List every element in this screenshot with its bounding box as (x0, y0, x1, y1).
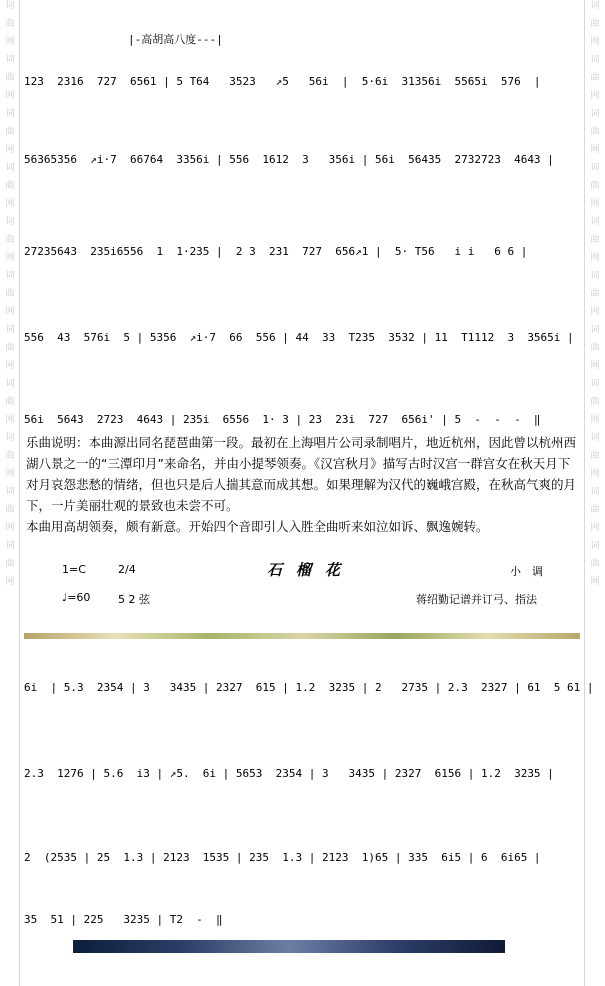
watermark-glyph: 词 (590, 541, 600, 551)
right-border-line (584, 0, 585, 986)
watermark-glyph: 网 (590, 523, 600, 533)
watermark-glyph: 词 (590, 433, 600, 443)
score-notes: 56i 5643 2723 4643 | 235i 6556 1· 3 | 23 23i 727 656i' | 5 - - - ‖ (24, 413, 541, 426)
score-line-5 (24, 398, 580, 426)
watermark-glyph: 词 (590, 163, 600, 173)
watermark-glyph: 网 (590, 361, 600, 371)
description-paragraph-2: 本曲用高胡领奏，颇有新意。开始四个音即引人入胜全曲听来如泣如诉、飘逸婉转。 (26, 519, 489, 534)
watermark-glyph: 曲 (590, 73, 600, 83)
watermark-glyph: 词 (5, 163, 15, 173)
watermark-glyph: 词 (5, 433, 15, 443)
score2-line-4 (24, 898, 580, 926)
watermark-glyph: 网 (5, 577, 15, 587)
description-paragraph-1: 乐曲说明：本曲源出同名琵琶曲第一段。最初在上海唱片公司录制唱片，地近杭州，因此曾以杭州西湖八景之一的“三潭印月”来命名，并由小提琴领奏。《汉宫秋月》描写古时汉宫一群宫女在秋天月下对月哀怨悲愁的情绪，但也只是后人揣其意而成其想。如果理解为汉代的巍峨宫殿，在秋高气爽的月下，一片美丽壮观的景致也未尝不可。 (26, 435, 577, 513)
watermark-glyph: 网 (5, 415, 15, 425)
watermark-glyph: 曲 (5, 19, 15, 29)
watermark-glyph: 曲 (5, 235, 15, 245)
tempo-mark: ♩=60 (62, 591, 91, 604)
watermark-glyph: 词 (590, 379, 600, 389)
left-border-line (19, 0, 20, 986)
watermark-glyph: 曲 (590, 19, 600, 29)
watermark-glyph: 网 (590, 415, 600, 425)
time-signature: 2/4 (118, 563, 136, 576)
watermark-glyph: 词 (5, 1, 15, 11)
score-notes: 6i | 5.3 2354 | 3 3435 | 2327 615 | 1.2 3235 | 2 2735 | 2.3 2327 | 61 5 61 | (24, 681, 594, 694)
watermark-glyph: 网 (5, 253, 15, 263)
score-line-2 (24, 138, 580, 166)
watermark-glyph: 曲 (5, 289, 15, 299)
watermark-glyph: 网 (590, 253, 600, 263)
watermark-glyph: 曲 (5, 127, 15, 137)
score-line-4 (24, 316, 580, 344)
watermark-glyph: 词 (590, 217, 600, 227)
watermark-glyph: 曲 (5, 451, 15, 461)
score-notes: 56365356 ↗i·7 66764 3356i | 556 1612 3 356i | 56i 56435 2732723 4643 | (24, 153, 554, 166)
score2-line-1 (24, 666, 594, 694)
watermark-glyph: 词 (590, 325, 600, 335)
watermark-glyph: 曲 (590, 451, 600, 461)
watermark-glyph: 曲 (590, 235, 600, 245)
watermark-glyph: 曲 (590, 343, 600, 353)
watermark-glyph: 曲 (5, 505, 15, 515)
watermark-glyph: 曲 (590, 505, 600, 515)
watermark-glyph: 曲 (5, 397, 15, 407)
score2-line-3 (24, 836, 580, 864)
watermark-glyph: 词 (590, 487, 600, 497)
watermark-glyph: 曲 (5, 343, 15, 353)
score-notes: 2 (2535 | 25 1.3 | 2123 1535 | 235 1.3 | 2123 1)65 | 335 6i5 | 6 6i65 | (24, 851, 541, 864)
watermark-glyph: 词 (590, 55, 600, 65)
score-notes: 556 43 576i 5 | 5356 ↗i·7 66 556 | 44 33 T235 3532 | 11 T1112 3 3565i | (24, 331, 574, 344)
song-header (24, 555, 580, 615)
score-line-1 (24, 22, 580, 88)
watermark-glyph: 网 (5, 199, 15, 209)
score-line-3 (24, 230, 580, 258)
watermark-column-left (3, 0, 17, 594)
string-tuning: 5 2 弦 (118, 593, 150, 606)
octave-annotation: |-高胡高八度---| (128, 33, 223, 46)
watermark-glyph: 词 (5, 55, 15, 65)
watermark-glyph: 曲 (5, 73, 15, 83)
song-genre: 小 调 (510, 565, 543, 578)
watermark-glyph: 网 (5, 307, 15, 317)
watermark-glyph: 网 (590, 91, 600, 101)
watermark-glyph: 网 (5, 37, 15, 47)
watermark-glyph: 曲 (590, 289, 600, 299)
watermark-glyph: 网 (590, 145, 600, 155)
arranger-credit: 蒋绍勤记谱并订弓、指法 (416, 593, 537, 606)
watermark-glyph: 曲 (5, 181, 15, 191)
watermark-glyph: 网 (5, 91, 15, 101)
watermark-glyph: 词 (590, 109, 600, 119)
watermark-glyph: 网 (5, 469, 15, 479)
watermark-glyph: 曲 (590, 127, 600, 137)
bottom-banner-image (73, 940, 505, 953)
watermark-glyph: 网 (590, 37, 600, 47)
watermark-glyph: 曲 (590, 559, 600, 569)
score-notes: 35 51 | 225 3235 | T2 - ‖ (24, 913, 223, 926)
music-description (26, 432, 582, 537)
watermark-glyph: 词 (5, 271, 15, 281)
watermark-column-right (588, 0, 602, 594)
watermark-glyph: 网 (590, 469, 600, 479)
watermark-glyph: 词 (5, 109, 15, 119)
score2-line-2 (24, 752, 580, 780)
watermark-glyph: 网 (5, 523, 15, 533)
watermark-glyph: 网 (5, 361, 15, 371)
watermark-glyph: 曲 (5, 559, 15, 569)
watermark-glyph: 网 (590, 307, 600, 317)
watermark-glyph: 曲 (590, 397, 600, 407)
watermark-glyph: 网 (5, 145, 15, 155)
key-signature: 1=C (62, 563, 86, 576)
watermark-glyph: 词 (5, 217, 15, 227)
watermark-glyph: 网 (590, 199, 600, 209)
song-title: 石榴花 (267, 561, 355, 579)
watermark-glyph: 词 (5, 379, 15, 389)
watermark-glyph: 词 (590, 271, 600, 281)
watermark-glyph: 词 (590, 1, 600, 11)
decorative-divider-band (24, 633, 580, 639)
watermark-glyph: 网 (590, 577, 600, 587)
score-notes: 2.3 1276 | 5.6 i3 | ↗5. 6i | 5653 2354 | 3 3435 | 2327 6156 | 1.2 3235 | (24, 767, 554, 780)
watermark-glyph: 词 (5, 487, 15, 497)
score-notes: 123 2316 727 6561 | 5 T64 3523 ↗5 56i | 5·6i 31356i 5565i 576 | (24, 75, 541, 88)
score-notes: 27235643 235i6556 1 1·235 | 2 3 231 727 656↗1 | 5· T56 i i 6 6 | (24, 245, 528, 258)
watermark-glyph: 词 (5, 541, 15, 551)
watermark-glyph: 曲 (590, 181, 600, 191)
watermark-glyph: 词 (5, 325, 15, 335)
